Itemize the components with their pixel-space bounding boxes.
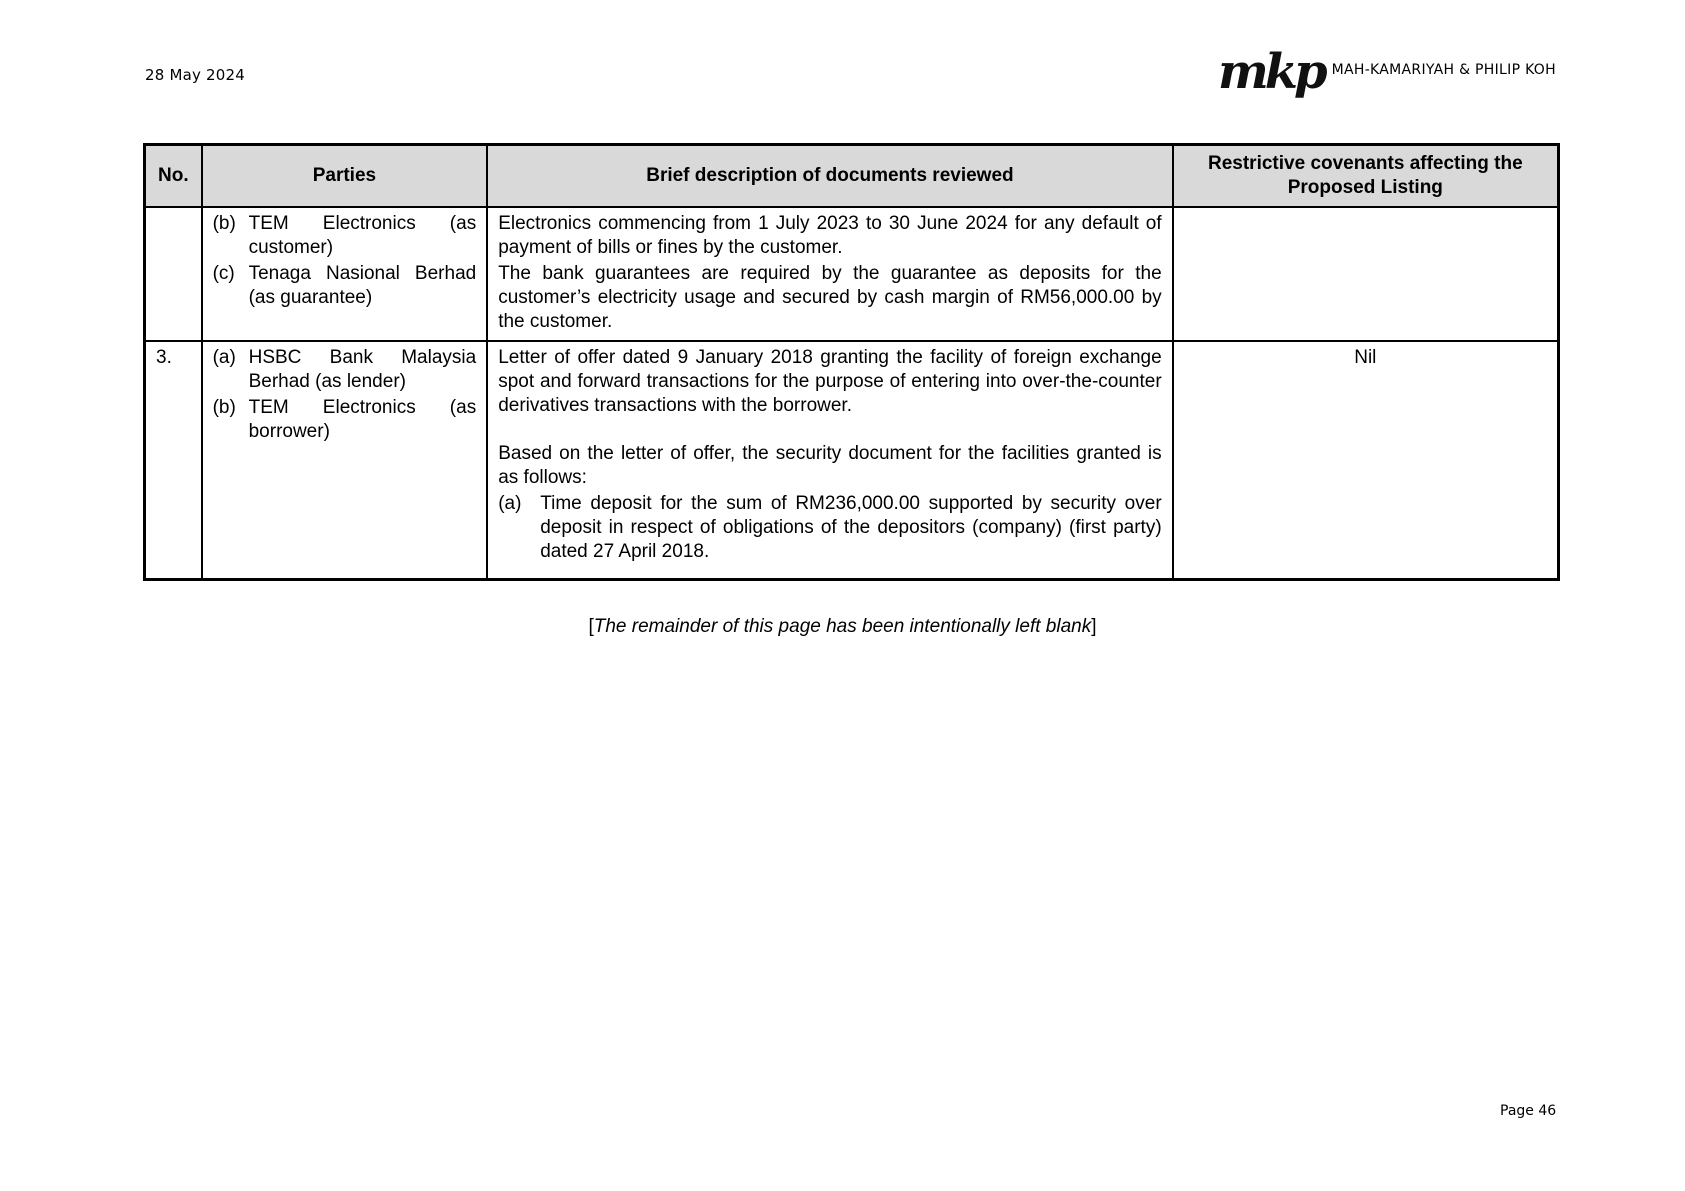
header-description: Brief description of documents reviewed	[487, 145, 1172, 208]
bracket-open: [	[588, 616, 594, 637]
logo-mark: mkp	[1218, 44, 1324, 100]
party-label: (b)	[212, 397, 236, 418]
page-number: Page 46	[1500, 1103, 1557, 1119]
party-item	[213, 212, 477, 260]
party-item	[213, 262, 477, 310]
description-paragraph: Electronics commencing from 1 July 2023 to 30 June 2024 for any default of payment of bills or fines by the customer.	[498, 213, 1162, 258]
header-parties: Parties	[202, 145, 488, 208]
party-text: HSBC Bank Malaysia Berhad (as lender)	[248, 347, 477, 392]
covenants-cell: Nil	[1173, 341, 1559, 579]
description-cell	[487, 341, 1172, 579]
party-text: TEM Electronics (as customer)	[248, 213, 477, 258]
firm-logo	[1218, 46, 1556, 98]
remainder-text: The remainder of this page has been intentionally left blank	[593, 616, 1092, 637]
party-item	[213, 346, 477, 394]
description-paragraph: Based on the letter of offer, the security document for the facilities granted is as follows:	[498, 443, 1162, 488]
remainder-note	[0, 616, 1685, 638]
party-item	[213, 396, 477, 444]
document-date: 28 May 2024	[145, 66, 246, 84]
party-text: Tenaga Nasional Berhad (as guarantee)	[248, 263, 477, 308]
description-paragraph: Letter of offer dated 9 January 2018 granting the facility of foreign exchange spot and forward transactions for the purpose of entering into over-the-counter derivatives transactions with the borrower.	[498, 347, 1162, 416]
row-number: 3.	[145, 341, 202, 579]
parties-cell	[202, 207, 488, 341]
party-label: (a)	[212, 347, 236, 368]
security-item-text: Time deposit for the sum of RM236,000.00 supported by security over deposit in respect of obligations of the depositors (company) (first party) dated 27 April 2018.	[540, 493, 1162, 562]
security-item	[498, 492, 1161, 564]
row-number	[145, 207, 202, 341]
header-no: No.	[145, 145, 202, 208]
description-cell	[487, 207, 1172, 341]
table-row	[145, 207, 1559, 341]
party-label: (b)	[212, 213, 236, 234]
party-text: TEM Electronics (as borrower)	[248, 397, 477, 442]
logo-firm-name: MAH-KAMARIYAH & PHILIP KOH	[1331, 62, 1556, 78]
covenants-cell	[1173, 207, 1559, 341]
parties-cell	[202, 341, 488, 579]
bracket-close: ]	[1091, 616, 1097, 637]
party-label: (c)	[212, 263, 235, 284]
table-header-row	[145, 145, 1559, 208]
documents-table	[143, 143, 1560, 581]
header-covenants: Restrictive covenants affecting the Proposed Listing	[1173, 145, 1559, 208]
description-paragraph: The bank guarantees are required by the guarantee as deposits for the customer’s electricity usage and secured by cash margin of RM56,000.00 by the customer.	[498, 263, 1162, 332]
security-item-label: (a)	[498, 493, 522, 514]
table-row	[145, 341, 1559, 579]
